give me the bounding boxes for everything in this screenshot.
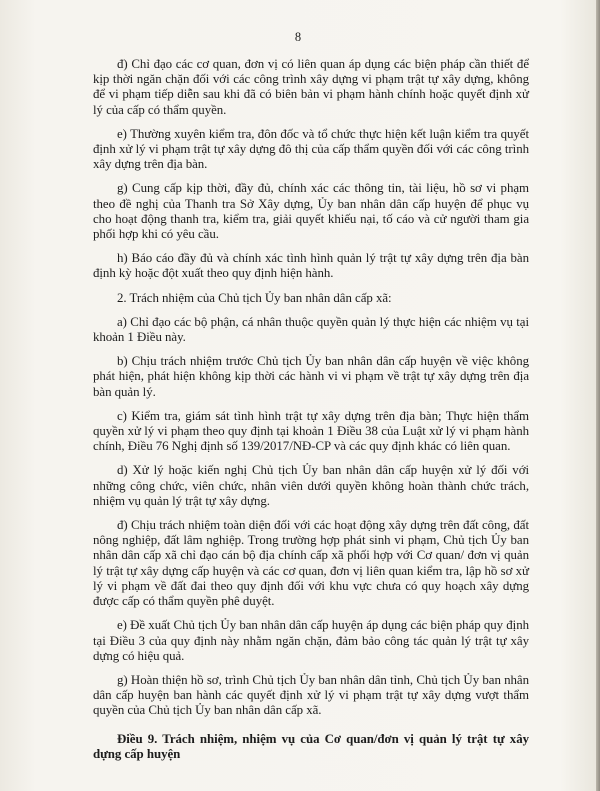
paragraph-2dd: đ) Chịu trách nhiệm toàn diện đối với các hoạt động xây dựng trên đất công, đất nông nghiệp, đất lâm nghiệp. Trong trường hợp phát sinh vi phạm, Chủ tịch Ủy ban nhân dân cấp xã chỉ đạo cán bộ địa chính cấp xã phối hợp với Cơ quan/ đơn vị quản lý trật tự xây dựng cấp huyện và các cơ quan, đơn vị liên quan kiểm tra, lập hồ sơ xử lý vi phạm về đất đai theo quy định đối với khu vực chưa có quy hoạch xây dựng được cấp có thẩm quyền phê duyệt.	[93, 518, 529, 609]
document-body	[93, 57, 529, 771]
paragraph-2c: c) Kiểm tra, giám sát tình hình trật tự xây dựng trên địa bàn; Thực hiện thẩm quyền xử lý vi phạm theo quy định tại khoản 1 Điều 38 của Luật xử lý vi phạm hành chính, Điều 76 Nghị định số 139/2017/NĐ-CP và các quy định khác có liên quan.	[93, 408, 529, 454]
paragraph-h-report: h) Báo cáo đầy đủ và chính xác tình hình quản lý trật tự xây dựng trên địa bàn định kỳ hoặc đột xuất theo quy định hiện hành.	[93, 251, 529, 281]
paragraph-d-direct-agencies: đ) Chỉ đạo các cơ quan, đơn vị có liên quan áp dụng các biện pháp cần thiết để kịp thời ngăn chặn đối với các công trình xây dựng vi phạm trật tự xây dựng, không để vi phạm tiếp diễn sau khi đã có biên bản vi phạm hành chính hoặc quyết định xử lý của cấp có thẩm quyền.	[93, 57, 529, 117]
paragraph-2b: b) Chịu trách nhiệm trước Chủ tịch Ủy ban nhân dân cấp huyện về việc không phát hiện, phát hiện không kịp thời các hành vi vi phạm về trật tự xây dựng trên địa bàn quản lý.	[93, 354, 529, 399]
paragraph-2a: a) Chỉ đạo các bộ phận, cá nhân thuộc quyền quản lý thực hiện các nhiệm vụ tại khoản 1 Điều này.	[93, 314, 529, 345]
paragraph-e-inspection: e) Thường xuyên kiểm tra, đôn đốc và tổ chức thực hiện kết luận kiểm tra quyết định xử lý vi phạm trật tự xây dựng đô thị của cấp thẩm quyền đối với các công trình xây dựng trên địa bàn.	[93, 126, 529, 172]
paragraph-2d: d) Xử lý hoặc kiến nghị Chủ tịch Ủy ban nhân dân cấp huyện xử lý đối với những công chức, viên chức, nhân viên dưới quyền không hoàn thành chức trách, nhiệm vụ quản lý trật tự xây dựng.	[93, 463, 529, 508]
page-edge-shadow	[596, 0, 600, 791]
article-9-heading: Điều 9. Trách nhiệm, nhiệm vụ của Cơ quan/đơn vị quản lý trật tự xây dựng cấp huyện	[93, 731, 529, 761]
paragraph-2e: e) Đề xuất Chủ tịch Ủy ban nhân dân cấp huyện áp dụng các biện pháp quy định tại Điều 3 của quy định này nhằm ngăn chặn, đảm bảo công tác quản lý trật tự xây dựng có hiệu quả.	[93, 618, 529, 663]
paragraph-2g: g) Hoàn thiện hồ sơ, trình Chủ tịch Ủy ban nhân dân tỉnh, Chủ tịch Ủy ban nhân dân cấp huyện ban hành các quyết định xử lý vi phạm trật tự xây dựng vượt thẩm quyền của Chủ tịch Ủy ban nhân dân cấp xã.	[93, 672, 529, 718]
page-number: 8	[294, 30, 302, 44]
section-2-title: 2. Trách nhiệm của Chủ tịch Ủy ban nhân dân cấp xã:	[117, 290, 392, 305]
paragraph-g-provide-info: g) Cung cấp kịp thời, đầy đủ, chính xác các thông tin, tài liệu, hồ sơ vi phạm theo đề nghị của Thanh tra Sở Xây dựng, Ủy ban nhân dân cấp huyện để phục vụ cho hoạt động thanh tra, kiểm tra, giải quyết khiếu nại, tố cáo và cử người tham gia phối hợp khi có yêu cầu.	[93, 181, 529, 242]
